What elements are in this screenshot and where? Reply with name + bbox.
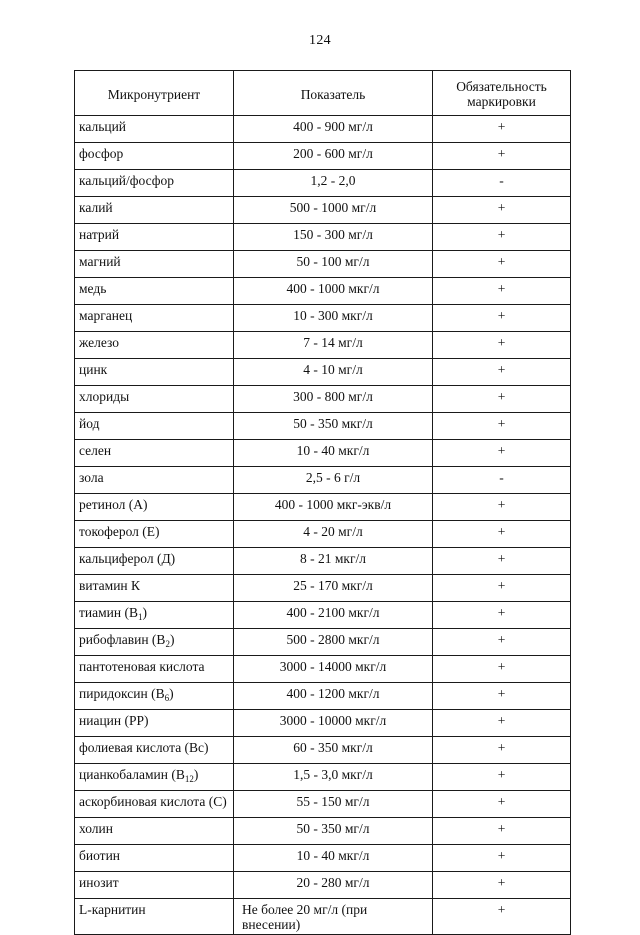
cell-labeling-mark: + [433, 710, 571, 737]
cell-labeling-mark: + [433, 251, 571, 278]
micronutrient-table [74, 70, 571, 935]
name-suffix: ) [142, 605, 147, 620]
table-row [75, 899, 571, 935]
cell-micronutrient [75, 467, 234, 494]
table-row [75, 251, 571, 278]
micronutrient-name: витамин К [79, 578, 141, 593]
cell-labeling-mark: + [433, 602, 571, 629]
cell-labeling-mark: + [433, 521, 571, 548]
micronutrient-name: инозит [79, 875, 119, 890]
cell-labeling-mark: + [433, 818, 571, 845]
cell-labeling-mark: + [433, 548, 571, 575]
cell-labeling-mark: + [433, 278, 571, 305]
vitamin-subscript: 12 [184, 774, 194, 784]
table-row [75, 170, 571, 197]
table-row [75, 872, 571, 899]
cell-micronutrient [75, 818, 234, 845]
cell-indicator-value: 10 - 40 мкг/л [234, 440, 433, 467]
cell-indicator-value: 4 - 20 мг/л [234, 521, 433, 548]
micronutrient-name: натрий [79, 227, 120, 242]
cell-indicator-value: 25 - 170 мкг/л [234, 575, 433, 602]
cell-micronutrient [75, 548, 234, 575]
table-row [75, 521, 571, 548]
header-micronutrient: Микронутриент [75, 71, 234, 116]
cell-labeling-mark: + [433, 197, 571, 224]
micronutrient-name: железо [79, 335, 120, 350]
table-row [75, 143, 571, 170]
micronutrient-name: пантотеновая кислота [79, 659, 205, 674]
cell-micronutrient [75, 305, 234, 332]
cell-indicator-value: 2,5 - 6 г/л [234, 467, 433, 494]
cell-labeling-mark: + [433, 494, 571, 521]
micronutrient-name: кальций [79, 119, 127, 134]
table-row [75, 629, 571, 656]
cell-labeling-mark: - [433, 170, 571, 197]
table-row [75, 602, 571, 629]
micronutrient-name: магний [79, 254, 121, 269]
cell-micronutrient [75, 575, 234, 602]
micronutrient-name: кальций/фосфор [79, 173, 175, 188]
name-suffix: ) [169, 632, 175, 647]
table-row [75, 494, 571, 521]
cell-labeling-mark: + [433, 224, 571, 251]
table-row [75, 278, 571, 305]
cell-indicator-value: 10 - 300 мкг/л [234, 305, 433, 332]
cell-micronutrient [75, 359, 234, 386]
cell-indicator-value: 400 - 1000 мкг-экв/л [234, 494, 433, 521]
table-row [75, 224, 571, 251]
micronutrient-name: пиридоксин (В [79, 686, 165, 701]
cell-micronutrient [75, 872, 234, 899]
cell-labeling-mark: + [433, 656, 571, 683]
micronutrient-name: калий [79, 200, 113, 215]
micronutrient-name: токоферол (Е) [79, 524, 160, 539]
cell-labeling-mark: + [433, 305, 571, 332]
cell-indicator-value: 200 - 600 мг/л [234, 143, 433, 170]
cell-labeling-mark: + [433, 332, 571, 359]
vitamin-subscript: 1 [137, 612, 143, 622]
table-row [75, 413, 571, 440]
table-row [75, 791, 571, 818]
cell-indicator-value: 500 - 2800 мкг/л [234, 629, 433, 656]
cell-indicator-value: 50 - 100 мг/л [234, 251, 433, 278]
cell-indicator-value: 400 - 2100 мкг/л [234, 602, 433, 629]
table-row [75, 737, 571, 764]
cell-indicator-value: 20 - 280 мг/л [234, 872, 433, 899]
cell-indicator-value: 60 - 350 мкг/л [234, 737, 433, 764]
cell-micronutrient [75, 386, 234, 413]
table-row [75, 764, 571, 791]
table-body [75, 116, 571, 935]
name-suffix: ) [193, 767, 199, 782]
micronutrient-name: ниацин (РР) [79, 713, 149, 728]
table-row [75, 710, 571, 737]
cell-micronutrient [75, 251, 234, 278]
cell-micronutrient [75, 791, 234, 818]
micronutrient-name: медь [79, 281, 107, 296]
table-row [75, 656, 571, 683]
cell-indicator-value: 3000 - 10000 мкг/л [234, 710, 433, 737]
cell-micronutrient [75, 656, 234, 683]
cell-indicator-value: 3000 - 14000 мкг/л [234, 656, 433, 683]
cell-micronutrient [75, 710, 234, 737]
cell-indicator-value: 150 - 300 мг/л [234, 224, 433, 251]
cell-labeling-mark: + [433, 683, 571, 710]
table-row [75, 467, 571, 494]
cell-micronutrient [75, 197, 234, 224]
cell-indicator-value: 400 - 1200 мкг/л [234, 683, 433, 710]
table-row [75, 575, 571, 602]
cell-micronutrient [75, 143, 234, 170]
table-row [75, 440, 571, 467]
cell-indicator-value: 7 - 14 мг/л [234, 332, 433, 359]
micronutrient-name: цианкобаламин (В [79, 767, 185, 782]
micronutrient-name: аскорбиновая кислота (С) [79, 794, 227, 809]
cell-labeling-mark: - [433, 467, 571, 494]
table-row [75, 548, 571, 575]
table-row [75, 818, 571, 845]
header-labeling-requirement: Обязательность маркировки [433, 71, 571, 116]
cell-labeling-mark: + [433, 737, 571, 764]
cell-indicator-value: 8 - 21 мкг/л [234, 548, 433, 575]
cell-micronutrient [75, 332, 234, 359]
vitamin-subscript: 2 [165, 639, 170, 649]
micronutrient-name: L-карнитин [79, 902, 146, 917]
cell-labeling-mark: + [433, 629, 571, 656]
cell-labeling-mark: + [433, 764, 571, 791]
cell-indicator-value: 1,2 - 2,0 [234, 170, 433, 197]
cell-labeling-mark: + [433, 440, 571, 467]
table-row [75, 386, 571, 413]
cell-indicator-value: 55 - 150 мг/л [234, 791, 433, 818]
cell-labeling-mark: + [433, 386, 571, 413]
table-header-row [75, 71, 571, 116]
cell-micronutrient [75, 521, 234, 548]
micronutrient-name: цинк [79, 362, 108, 377]
cell-micronutrient [75, 899, 234, 935]
cell-micronutrient [75, 278, 234, 305]
cell-indicator-value: 50 - 350 мкг/л [234, 413, 433, 440]
cell-micronutrient [75, 764, 234, 791]
micronutrient-name: рибофлавин (В [79, 632, 166, 647]
cell-micronutrient [75, 224, 234, 251]
page-number: 124 [309, 33, 331, 48]
table-row [75, 683, 571, 710]
cell-indicator-value: 1,5 - 3,0 мкг/л [234, 764, 433, 791]
cell-micronutrient [75, 737, 234, 764]
table-row [75, 305, 571, 332]
cell-micronutrient [75, 845, 234, 872]
micronutrient-name: марганец [79, 308, 133, 323]
micronutrient-name: фолиевая кислота (Вс) [79, 740, 209, 755]
cell-micronutrient [75, 116, 234, 143]
cell-labeling-mark: + [433, 791, 571, 818]
table-row [75, 197, 571, 224]
cell-indicator-value: 10 - 40 мкг/л [234, 845, 433, 872]
cell-labeling-mark: + [433, 575, 571, 602]
micronutrient-name: фосфор [79, 146, 124, 161]
table-row [75, 116, 571, 143]
micronutrient-name: холин [79, 821, 113, 836]
cell-indicator-value: 300 - 800 мг/л [234, 386, 433, 413]
cell-labeling-mark: + [433, 899, 571, 935]
micronutrient-name: биотин [79, 848, 121, 863]
cell-micronutrient [75, 413, 234, 440]
cell-micronutrient [75, 629, 234, 656]
table-row [75, 359, 571, 386]
cell-labeling-mark: + [433, 872, 571, 899]
micronutrient-name: йод [79, 416, 100, 431]
header-indicator: Показатель [234, 71, 433, 116]
table-row [75, 332, 571, 359]
cell-micronutrient [75, 602, 234, 629]
micronutrient-name: ретинол (А) [79, 497, 148, 512]
cell-micronutrient [75, 494, 234, 521]
cell-indicator-value: 400 - 1000 мкг/л [234, 278, 433, 305]
vitamin-subscript: 6 [164, 693, 170, 703]
name-suffix: ) [169, 686, 174, 701]
cell-labeling-mark: + [433, 413, 571, 440]
cell-indicator-value: Не более 20 мг/л (при внесении) [234, 899, 433, 935]
cell-labeling-mark: + [433, 359, 571, 386]
micronutrient-name: кальциферол (Д) [79, 551, 176, 566]
cell-micronutrient [75, 440, 234, 467]
micronutrient-name: селен [79, 443, 112, 458]
micronutrient-name: хлориды [79, 389, 130, 404]
cell-labeling-mark: + [433, 143, 571, 170]
micronutrient-name: тиамин (В [79, 605, 138, 620]
cell-indicator-value: 50 - 350 мг/л [234, 818, 433, 845]
micronutrient-name: зола [79, 470, 104, 485]
cell-indicator-value: 4 - 10 мг/л [234, 359, 433, 386]
cell-indicator-value: 500 - 1000 мг/л [234, 197, 433, 224]
cell-indicator-value: 400 - 900 мг/л [234, 116, 433, 143]
table-row [75, 845, 571, 872]
cell-labeling-mark: + [433, 116, 571, 143]
cell-micronutrient [75, 683, 234, 710]
cell-labeling-mark: + [433, 845, 571, 872]
cell-micronutrient [75, 170, 234, 197]
